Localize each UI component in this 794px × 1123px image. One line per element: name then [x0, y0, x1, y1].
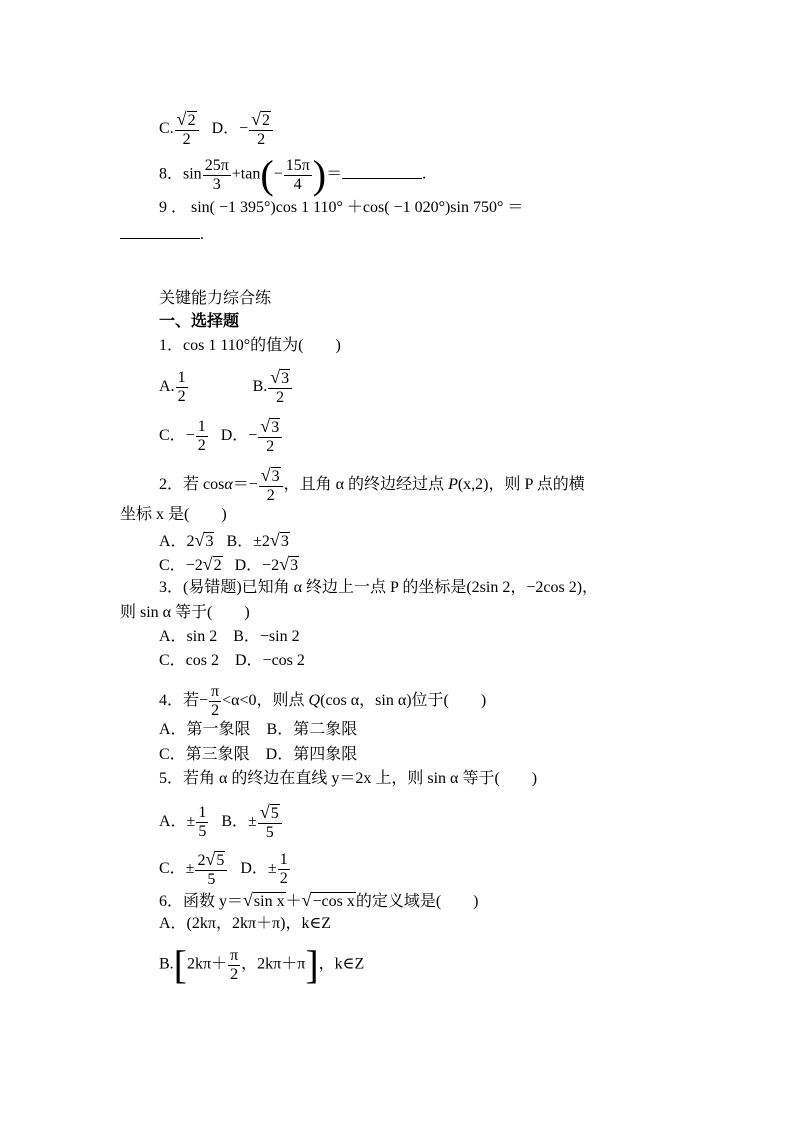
section-title: 关键能力综合练: [159, 288, 272, 307]
q1-options-cd: C．− $\frac{1}{2}$ D．− $\frac{√3}{2}$: [159, 417, 283, 456]
question-4: 4．若− $\frac{\pi}{2}$ <α<0，则点 Q(cos α，sin α)位于( ): [159, 683, 487, 719]
fraction-pi-2: $\frac{\pi}{2}$: [211, 683, 220, 719]
question-9: 9 ． sin( −1 395°)cos 1 110° ＋cos( −1 020°)sin 750° ＝: [159, 199, 524, 216]
q1-options-ab: A. $\frac{1}{2}$ B. $\frac{√3}{2}$: [159, 368, 293, 407]
question-9-blank-line: .: [120, 224, 204, 245]
question-2-line2: 坐标 x 是( ): [120, 506, 227, 523]
fraction-1-2: $\frac{1}{2}$: [177, 369, 186, 405]
fraction-pi-2-q6: $\frac{\pi}{2}$: [230, 946, 239, 983]
prev-options-cd: [159, 110, 274, 149]
q4-options-cd: C．第三象限 D．第四象限: [159, 746, 358, 763]
q6-option-b: B.[2kπ＋ $\frac{\pi}{2}$ ，2kπ＋π]，k∈Z: [159, 942, 365, 987]
question-5: 5．若角 α 的终边在直线 y＝2x 上，则 sin α 等于( ): [159, 770, 538, 787]
fraction-sqrt3-2-d: $\frac{√3}{2}$: [258, 417, 282, 456]
answer-blank: [342, 164, 422, 179]
question-6: 6．函数 y＝√sin x＋√−cos x的定义域是( ): [159, 890, 479, 910]
fraction-sqrt2-over-2: $\frac{√2}{2}$: [175, 110, 199, 149]
q3-options-ab: A．sin 2 B．−sin 2: [159, 628, 300, 645]
option-c-label: C.: [159, 120, 174, 138]
answer-blank: [120, 224, 200, 239]
q6-option-a: A．(2kπ，2kπ＋π)，k∈Z: [159, 915, 332, 932]
q2-options-ab: A．2√3 B．±2√3: [159, 530, 289, 550]
fraction-sqrt5-5: $\frac{√5}{5}$: [258, 803, 282, 842]
fraction-2sqrt5-5: $\frac{2√5}{5}$: [195, 850, 227, 889]
question-8: 8．sin $\frac{25\pi}{3}$ +tan(− $\frac{15\pi}{4}$ )＝ .: [159, 152, 427, 197]
fraction-1-2-q5: $\frac{1}{2}$: [279, 851, 288, 887]
fraction-1-5: $\frac{1}{5}$: [198, 804, 207, 840]
fraction-15pi-4: $\frac{15\pi}{4}$: [285, 156, 310, 193]
q5-options-ab: A．± $\frac{1}{5}$ B．± $\frac{√5}{5}$: [159, 803, 283, 842]
q3-options-cd: C．cos 2 D．−cos 2: [159, 652, 305, 669]
q4-options-ab: A．第一象限 B．第二象限: [159, 721, 358, 738]
fraction-sqrt2-over-2-d: $\frac{√2}{2}$: [249, 110, 273, 149]
fraction-sqrt3-2-q2: $\frac{√3}{2}$: [259, 466, 283, 505]
option-d-label: D．−: [211, 120, 249, 138]
question-1: 1．cos 1 110°的值为( ): [159, 337, 341, 354]
fraction-25pi-3: $\frac{25\pi}{3}$: [204, 156, 229, 193]
fraction-1-2-c: $\frac{1}{2}$: [197, 418, 206, 454]
question-3: 3．(易错题)已知角 α 终边上一点 P 的坐标是(2sin 2，−2cos 2)，: [159, 579, 599, 596]
section-subtitle: 一、选择题: [159, 311, 240, 330]
question-3-line2: 则 sin α 等于( ): [120, 604, 250, 621]
question-2: 2．若 cosα＝− $\frac{√3}{2}$ ，且角 α 的终边经过点 P(x,2)，则 P 点的横: [159, 465, 585, 504]
q5-options-cd: C．± $\frac{2√5}{5}$ D．± $\frac{1}{2}$: [159, 849, 288, 888]
q2-options-cd: C．−2√2 D．−2√3: [159, 554, 299, 574]
fraction-sqrt3-2: $\frac{√3}{2}$: [268, 368, 292, 407]
